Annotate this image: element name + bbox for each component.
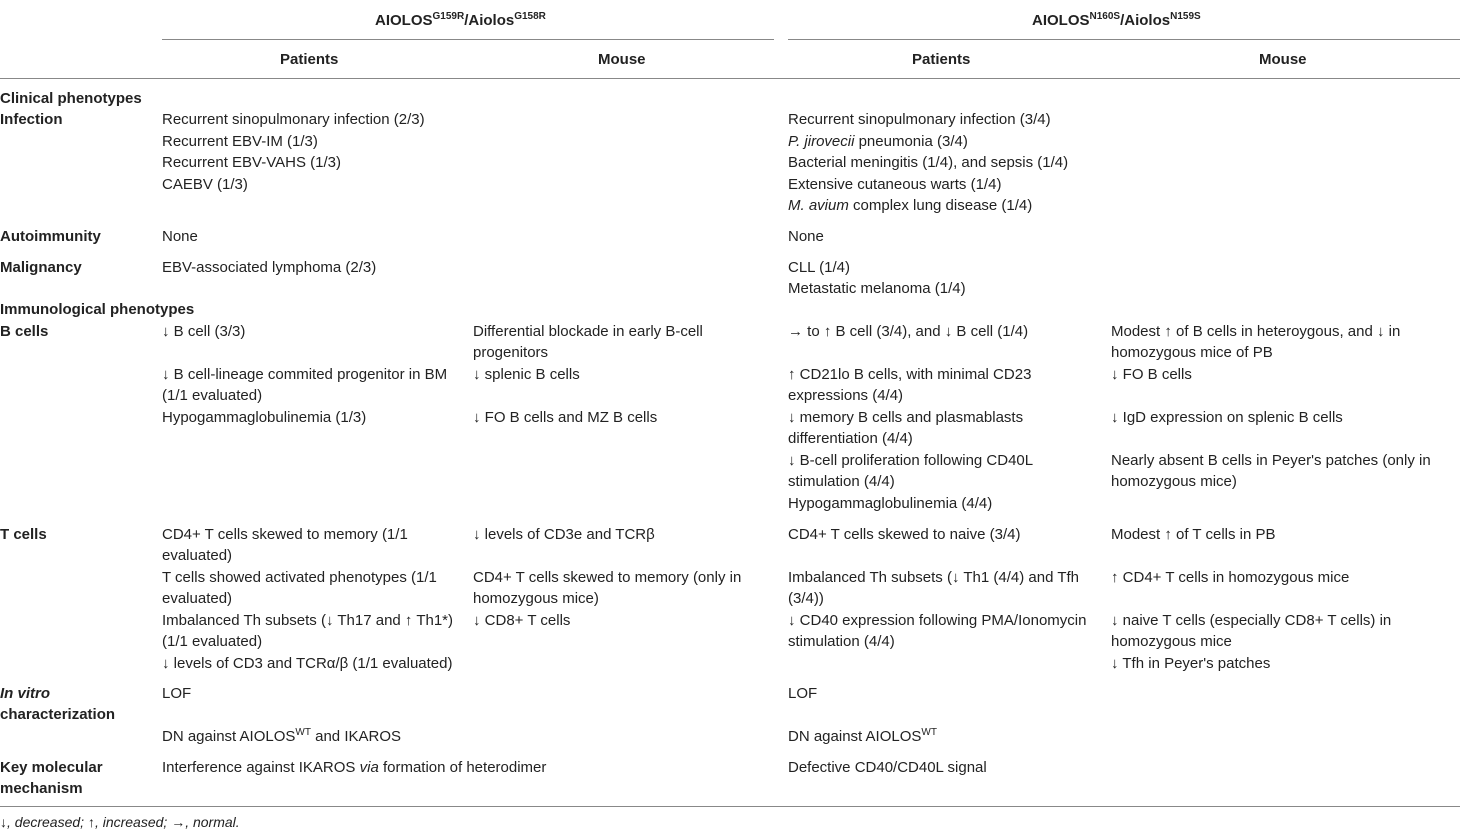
column-header-patients: Patients (280, 51, 339, 68)
footnote: ↓, decreased; ↑, increased; →, normal. (0, 814, 240, 830)
cell-text: ↓ naive T cells (especially CD8+ T cells) in (1111, 612, 1392, 629)
cell-text: LOF (162, 685, 192, 702)
row-label-invitro-cont: characterization (0, 706, 116, 723)
section-title-immunological: Immunological phenotypes (0, 301, 195, 318)
cell-text-tail: and IKAROS (310, 728, 401, 745)
cell-text: expressions (4/4) (788, 387, 904, 404)
cell-text: (1/1 evaluated) (162, 387, 263, 404)
cell-text: Defective CD40/CD40L signal (788, 759, 987, 776)
group-sep: /Aiolos (1120, 12, 1171, 29)
cell-text: CAEBV (1/3) (162, 176, 248, 193)
species-name: M. avium (788, 197, 849, 214)
cell-text: ↓ B cell (3/3) (162, 323, 246, 340)
cell-text-italic: via (359, 759, 379, 776)
cell-text: homozygous mice) (473, 590, 599, 607)
group-sep: /Aiolos (464, 12, 515, 29)
cell-text: homozygous mice) (1111, 473, 1237, 490)
cell-text: differentiation (4/4) (788, 430, 913, 447)
cell-text: ↓ B-cell proliferation following CD40L (788, 452, 1034, 469)
cell-text: evaluated) (162, 547, 233, 564)
cell-text: ↑ CD21lo B cells, with minimal CD23 (788, 366, 1032, 383)
cell-text: ↓ FO B cells (1111, 366, 1192, 383)
row-label-autoimmunity: Autoimmunity (0, 228, 101, 245)
cell-text-head: DN against AIOLOS (788, 728, 922, 745)
cell-text: ↓ CD8+ T cells (473, 612, 571, 629)
cell-text: T cells showed activated phenotypes (1/1 (162, 569, 437, 586)
row-label-malignancy: Malignancy (0, 259, 82, 276)
cell-text: Modest ↑ of B cells in heteroygous, and ↓ in (1111, 323, 1401, 340)
cell-text: ↓ CD40 expression following PMA/Ionomycin (788, 612, 1087, 629)
group-sup: G158R (514, 11, 546, 22)
cell-text: Recurrent sinopulmonary infection (3/4) (788, 111, 1051, 128)
group-sup: N159S (1170, 11, 1201, 22)
cell-text: Imbalanced Th subsets (↓ Th1 (4/4) and Tfh (788, 569, 1079, 586)
cell-text: Recurrent EBV-IM (1/3) (162, 133, 318, 150)
row-label-tcells: T cells (0, 526, 47, 543)
group-main-text: AIOLOS (1032, 12, 1090, 29)
group-divider-right (788, 39, 1460, 40)
group-header-g159r (375, 10, 546, 31)
column-header-mouse: Mouse (598, 51, 646, 68)
cell-text: Hypogammaglobulinemia (1/3) (162, 409, 367, 426)
cell-text: (3/4)) (788, 590, 824, 607)
row-label-keymol-cont: mechanism (0, 780, 83, 797)
cell-text-head: Interference against IKAROS (162, 759, 360, 776)
species-name: P. jirovecii (788, 133, 855, 150)
cell-text: ↓ Tfh in Peyer's patches (1111, 655, 1271, 672)
row-label-infection: Infection (0, 111, 63, 128)
cell-text: CD4+ T cells skewed to naive (3/4) (788, 526, 1021, 543)
sup-text: WT (921, 727, 937, 738)
cell-text-tail: pneumonia (3/4) (854, 133, 968, 150)
group-divider-left (162, 39, 774, 40)
cell-text: ↓ levels of CD3 and TCRα/β (1/1 evaluated) (162, 655, 453, 672)
cell-text: Differential blockade in early B-cell (473, 323, 703, 340)
cell-text: EBV-associated lymphoma (2/3) (162, 259, 377, 276)
cell-text: stimulation (4/4) (788, 633, 895, 650)
cell-text: ↓ levels of CD3e and TCRβ (473, 526, 655, 543)
row-label-invitro: In vitro (0, 685, 51, 702)
cell-text: Nearly absent B cells in Peyer's patches (only in (1111, 452, 1431, 469)
cell-text: CD4+ T cells skewed to memory (1/1 (162, 526, 408, 543)
cell-text: CLL (1/4) (788, 259, 850, 276)
cell-text-head: DN against AIOLOS (162, 728, 296, 745)
cell-text: Hypogammaglobulinemia (4/4) (788, 495, 993, 512)
cell-text: ↓ IgD expression on splenic B cells (1111, 409, 1343, 426)
cell-text: ↓ FO B cells and MZ B cells (473, 409, 658, 426)
cell-text: evaluated) (162, 590, 233, 607)
cell-text (788, 131, 968, 152)
cell-text: → to ↑ B cell (3/4), and ↓ B cell (1/4) (788, 323, 1029, 340)
cell-text: Bacterial meningitis (1/4), and sepsis (1/4) (788, 154, 1069, 171)
sup-text: WT (295, 727, 311, 738)
bottom-rule (0, 806, 1460, 807)
cell-text: ↓ B cell-lineage commited progenitor in BM (162, 366, 448, 383)
cell-text: stimulation (4/4) (788, 473, 895, 490)
cell-text-tail: complex lung disease (1/4) (848, 197, 1033, 214)
cell-text: Metastatic melanoma (1/4) (788, 280, 966, 297)
cell-text: None (162, 228, 198, 245)
cell-text: Imbalanced Th subsets (↓ Th17 and ↑ Th1*) (162, 612, 453, 629)
cell-text: LOF (788, 685, 818, 702)
cell-text: None (788, 228, 824, 245)
group-main-text: AIOLOS (375, 12, 433, 29)
cell-text: Recurrent EBV-VAHS (1/3) (162, 154, 341, 171)
cell-text: progenitors (473, 344, 549, 361)
header-rule (0, 78, 1460, 79)
section-title-clinical: Clinical phenotypes (0, 90, 142, 107)
cell-text: ↓ splenic B cells (473, 366, 580, 383)
cell-text (162, 726, 401, 747)
cell-text: Extensive cutaneous warts (1/4) (788, 176, 1002, 193)
cell-text: Recurrent sinopulmonary infection (2/3) (162, 111, 425, 128)
cell-text: Modest ↑ of T cells in PB (1111, 526, 1276, 543)
cell-text: homozygous mice of PB (1111, 344, 1273, 361)
group-sup: G159R (432, 11, 465, 22)
cell-text: ↑ CD4+ T cells in homozygous mice (1111, 569, 1350, 586)
cell-text (788, 726, 937, 747)
cell-text (162, 757, 546, 778)
group-sup: N160S (1089, 11, 1121, 22)
cell-text: (1/1 evaluated) (162, 633, 263, 650)
cell-text (788, 195, 1032, 216)
cell-text-tail: formation of heterodimer (378, 759, 547, 776)
row-label-keymol: Key molecular (0, 759, 103, 776)
cell-text: CD4+ T cells skewed to memory (only in (473, 569, 742, 586)
row-label-bcells: B cells (0, 323, 49, 340)
cell-text: homozygous mice (1111, 633, 1232, 650)
group-header-n160s (1032, 10, 1201, 31)
column-header-patients: Patients (912, 51, 971, 68)
column-header-mouse: Mouse (1259, 51, 1307, 68)
cell-text: ↓ memory B cells and plasmablasts (788, 409, 1024, 426)
